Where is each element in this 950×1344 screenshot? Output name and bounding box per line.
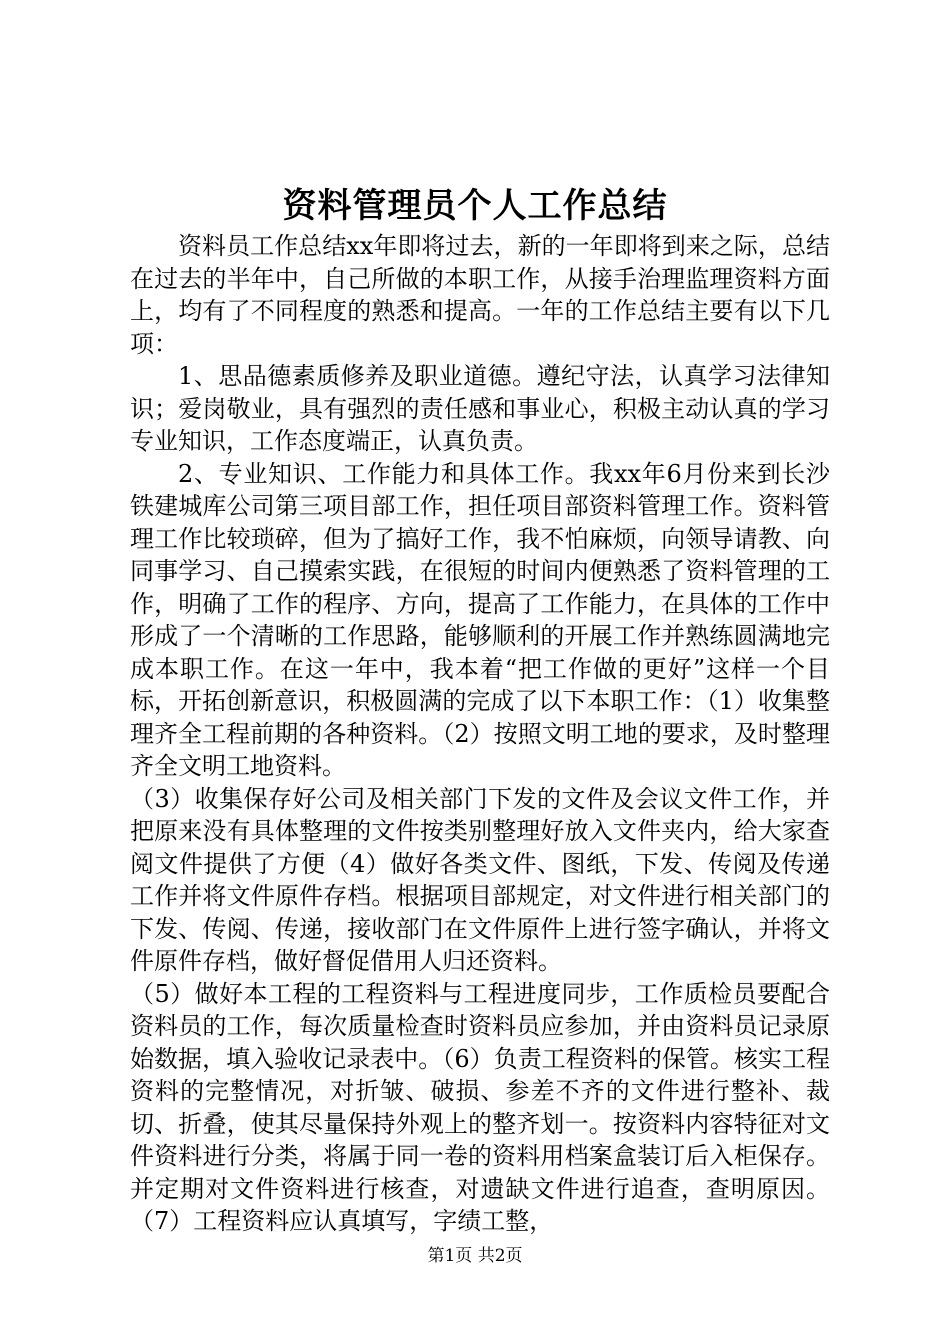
paragraph-item-2: 2、专业知识、工作能力和具体工作。我xx年6月份来到长沙铁建城库公司第三项目部工作，担任项目部资料管理工作。资料管理工作比较琐碎，但为了搞好工作，我不怕麻烦，向领导请教、向同事学习、自己摸索实践，在很短的时间内便熟悉了资料管理的工作，明确了工作的程序、方向，提高了工作能力，在具体的工作中形成了一个清晰的工作思路，能够顺利的开展工作并熟练圆满地完成本职工作。在这一年中，我本着“把工作做的更好”这样一个目标，开拓创新意识，积极圆满的完成了以下本职工作：（1）收集整理齐全工程前期的各种资料。（2）按照文明工地的要求，及时整理齐全文明工地资料。	[130, 459, 830, 780]
paragraph-intro: 资料员工作总结xx年即将过去，新的一年即将到来之际，总结在过去的半年中，自己所做的本职工作，从接手治理监理资料方面上，均有了不同程度的熟悉和提高。一年的工作总结主要有以下几项：	[130, 232, 830, 358]
document-title: 资料管理员个人工作总结	[282, 186, 668, 226]
paragraph-item-5: （5）做好本工程的工程资料与工程进度同步，工作质检员要配合资料员的工作，每次质量检查时资料员应参加，并由资料员记录原始数据，填入验收记录表中。（6）负责工程资料的保管。核实工程资料的完整情况，对折皱、破损、参差不齐的文件进行整补、裁切、折叠，使其尽量保持外观上的整齐划一。按资料内容特征对文件资料进行分类，将属于同一卷的资料用档案盒装订后入柜保存。并定期对文件资料进行核查，对遗缺文件进行追查，查明原因。（7）工程资料应认真填写，字绩工整，	[130, 979, 830, 1235]
page-number-footer: 第1页 共2页	[427, 1246, 523, 1266]
paragraph-item-1: 1、思品德素质修养及职业道德。遵纪守法，认真学习法律知识；爱岗敬业，具有强烈的责任感和事业心，积极主动认真的学习专业知识，工作态度端正，认真负责。	[130, 362, 830, 455]
document-body	[130, 230, 830, 1238]
paragraph-item-3: （3）收集保存好公司及相关部门下发的文件及会议文件工作，并把原来没有具体整理的文件按类别整理好放入文件夹内，给大家查阅文件提供了方便（4）做好各类文件、图纸，下发、传阅及传递工作并将文件原件存档。根据项目部规定，对文件进行相关部门的下发、传阅、传递，接收部门在文件原件上进行签字确认，并将文件原件存档，做好督促借用人归还资料。	[130, 784, 830, 975]
